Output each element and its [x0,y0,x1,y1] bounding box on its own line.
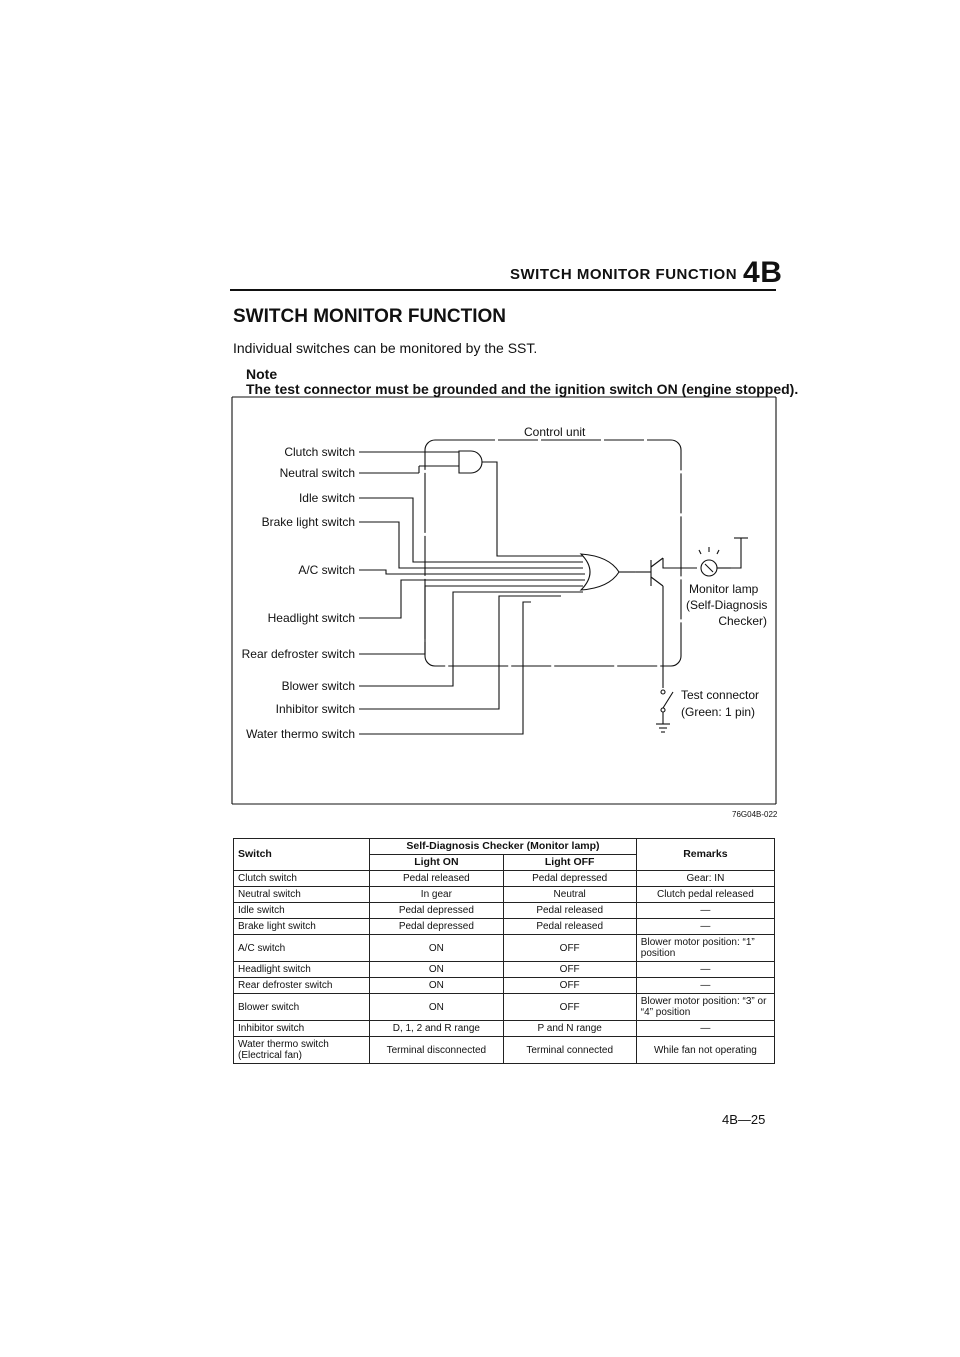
cell-switch: Water thermo switch (Electrical fan) [234,1037,370,1064]
cell-switch: Blower switch [234,994,370,1021]
cell-light-off: Pedal released [503,919,636,935]
cell-light-off: OFF [503,935,636,962]
section-code: 4B [743,256,783,289]
cell-light-on: In gear [370,887,503,903]
switch-label: Idle switch [298,491,355,505]
cell-light-off: Pedal released [503,903,636,919]
test-connector-label: Test connector [681,688,760,702]
cell-remarks: Blower motor position: “1” position [636,935,774,962]
cell-light-off: OFF [503,962,636,978]
switch-monitor-table [233,838,775,1064]
cell-light-on: Pedal depressed [370,919,503,935]
table-row [234,1037,775,1064]
cell-light-on: Pedal released [370,871,503,887]
cell-remarks: — [636,903,774,919]
cell-remarks: Gear: IN [636,871,774,887]
note-heading: Note [246,366,278,382]
cell-switch: Brake light switch [234,919,370,935]
switch-label: Headlight switch [267,611,355,625]
cell-light-off: OFF [503,994,636,1021]
header-light-off: Light OFF [503,855,636,871]
header-switch: Switch [234,839,370,871]
note-text: The test connector must be grounded and the ignition switch ON (engine stopped). [246,381,799,397]
running-header [510,256,782,290]
table-row [234,871,775,887]
cell-light-on: ON [370,935,503,962]
switch-label: Inhibitor switch [275,702,355,716]
cell-light-off: P and N range [503,1021,636,1037]
table-row [234,903,775,919]
cell-light-off: OFF [503,978,636,994]
switch-label: Rear defroster switch [241,647,355,661]
cell-light-off: Pedal depressed [503,871,636,887]
switch-label: Neutral switch [279,466,355,480]
wiring-diagram [231,396,777,808]
cell-switch: Clutch switch [234,871,370,887]
cell-remarks: While fan not operating [636,1037,774,1064]
cell-light-off: Terminal connected [503,1037,636,1064]
cell-light-on: Pedal depressed [370,903,503,919]
monitor-lamp-label: (Self-Diagnosis [686,598,768,612]
cell-remarks: — [636,919,774,935]
switch-label: Clutch switch [284,445,355,459]
cell-light-on: ON [370,962,503,978]
cell-switch: A/C switch [234,935,370,962]
page-number: 4B—25 [722,1112,766,1127]
intro-text: Individual switches can be monitored by the SST. [233,340,538,356]
switch-label: Blower switch [281,679,355,693]
header-light-on: Light ON [370,855,503,871]
table-row [234,919,775,935]
cell-switch: Inhibitor switch [234,1021,370,1037]
test-connector-label: (Green: 1 pin) [681,705,756,719]
monitor-lamp-label: Monitor lamp [689,582,759,596]
cell-remarks: — [636,978,774,994]
cell-remarks: Blower motor position: “3” or “4” position [636,994,774,1021]
switch-label: A/C switch [298,563,355,577]
header-checker: Self-Diagnosis Checker (Monitor lamp) [370,839,637,855]
page-title: SWITCH MONITOR FUNCTION [233,306,507,327]
cell-switch: Rear defroster switch [234,978,370,994]
table-row [234,994,775,1021]
running-title: SWITCH MONITOR FUNCTION [510,266,738,283]
cell-light-on: ON [370,994,503,1021]
control-unit-label: Control unit [524,425,586,439]
monitor-lamp-label: Checker) [718,614,767,628]
cell-light-off: Neutral [503,887,636,903]
header-remarks: Remarks [636,839,774,871]
cell-light-on: Terminal disconnected [370,1037,503,1064]
cell-remarks: — [636,1021,774,1037]
switch-label: Brake light switch [261,515,355,529]
figure-code: 76G04B-022 [732,810,778,819]
cell-switch: Headlight switch [234,962,370,978]
table-row [234,962,775,978]
cell-switch: Neutral switch [234,887,370,903]
cell-light-on: D, 1, 2 and R range [370,1021,503,1037]
cell-switch: Idle switch [234,903,370,919]
table-row [234,978,775,994]
table-row [234,1021,775,1037]
table-row [234,887,775,903]
cell-light-on: ON [370,978,503,994]
header-rule [230,289,776,291]
cell-remarks: Clutch pedal released [636,887,774,903]
switch-label: Water thermo switch [246,727,355,741]
table-row [234,935,775,962]
cell-remarks: — [636,962,774,978]
